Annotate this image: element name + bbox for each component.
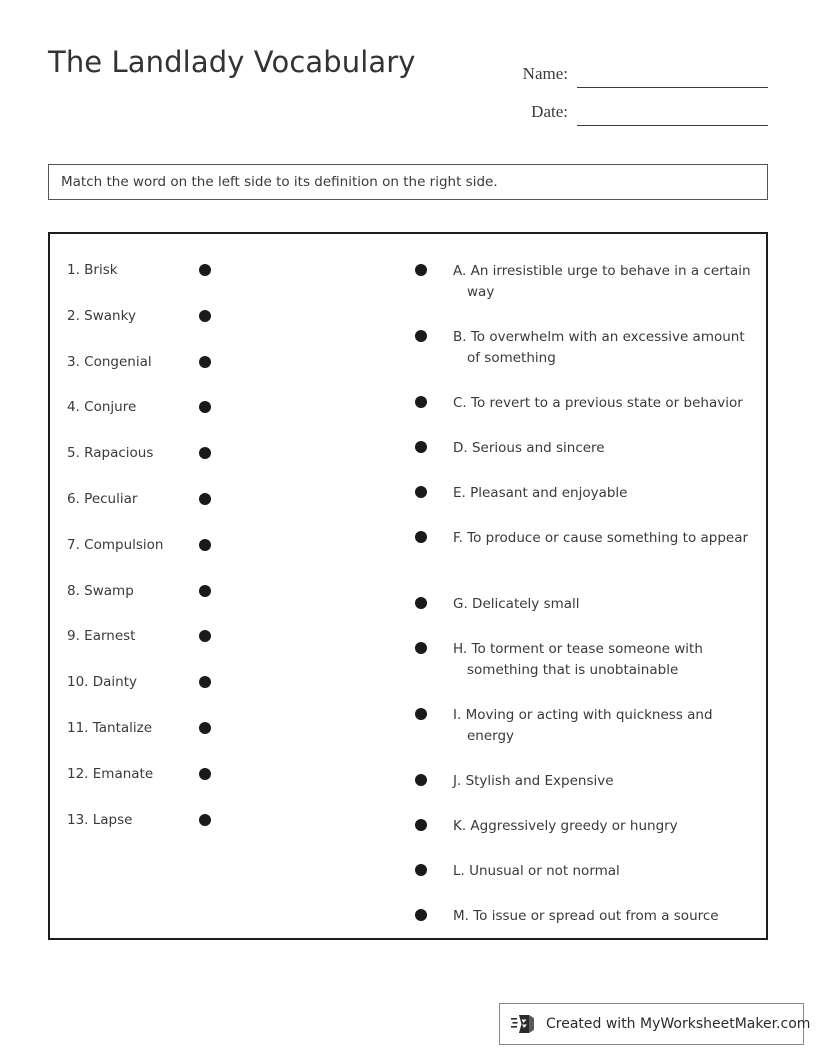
definition-label: A. An irresistible urge to behave in a certain way	[453, 263, 751, 300]
definition-label: J. Stylish and Expensive	[453, 773, 614, 789]
term-connector-dot[interactable]	[199, 539, 211, 551]
term-row	[50, 760, 380, 806]
definition-label: D. Serious and sincere	[453, 440, 605, 456]
term-label: 1. Brisk	[67, 262, 118, 278]
term-row	[50, 577, 380, 623]
definition-connector-dot[interactable]	[415, 597, 427, 609]
definition-row	[400, 589, 768, 634]
term-connector-dot[interactable]	[199, 814, 211, 826]
term-connector-dot[interactable]	[199, 310, 211, 322]
definition-connector-dot[interactable]	[415, 486, 427, 498]
matching-panel	[48, 232, 768, 940]
definition-label: F. To produce or cause something to appear	[453, 530, 749, 546]
definition-label: H. To torment or tease someone with something that is unobtainable	[453, 641, 703, 678]
definition-label: B. To overwhelm with an excessive amount of something	[453, 329, 745, 366]
created-with-badge[interactable]	[499, 1003, 811, 1045]
definition-connector-dot[interactable]	[415, 909, 427, 921]
term-row	[50, 348, 380, 394]
term-label: 7. Compulsion	[67, 536, 164, 553]
term-label: 2. Swanky	[67, 307, 136, 324]
term-label: 8. Swamp	[67, 582, 134, 599]
name-date-block	[516, 50, 768, 126]
worksheet-maker-logo-icon	[511, 1012, 537, 1036]
term-row	[50, 302, 380, 348]
term-row	[50, 439, 380, 485]
definition-row	[400, 256, 768, 322]
term-label: 10. Dainty	[67, 674, 138, 691]
definition-row	[400, 523, 768, 589]
definition-connector-dot[interactable]	[415, 531, 427, 543]
date-row	[516, 88, 768, 126]
definition-connector-dot[interactable]	[415, 264, 427, 276]
term-connector-dot[interactable]	[199, 722, 211, 734]
term-label: 11. Tantalize	[67, 719, 153, 736]
definition-label: E. Pleasant and enjoyable	[453, 485, 628, 501]
definition-label: C. To revert to a previous state or behavior	[453, 395, 743, 411]
term-connector-dot[interactable]	[199, 585, 211, 597]
term-row	[50, 531, 380, 577]
term-row	[50, 806, 380, 852]
definition-row	[400, 901, 768, 946]
date-input[interactable]	[577, 103, 768, 126]
term-connector-dot[interactable]	[199, 401, 211, 413]
term-row	[50, 714, 380, 760]
definition-row	[400, 433, 768, 478]
definition-row	[400, 322, 768, 388]
definition-connector-dot[interactable]	[415, 642, 427, 654]
term-row	[50, 256, 380, 302]
definition-connector-dot[interactable]	[415, 819, 427, 831]
term-label: 12. Emanate	[67, 765, 154, 782]
terms-column	[50, 256, 380, 851]
definition-row	[400, 478, 768, 523]
definition-label: M. To issue or spread out from a source	[453, 908, 719, 924]
definition-row	[400, 634, 768, 700]
definition-label: L. Unusual or not normal	[453, 863, 620, 879]
definition-label: K. Aggressively greedy or hungry	[453, 818, 678, 834]
instruction-box	[48, 164, 768, 200]
date-label: Date:	[531, 102, 568, 121]
definition-connector-dot[interactable]	[415, 396, 427, 408]
definition-row	[400, 700, 768, 766]
term-connector-dot[interactable]	[199, 676, 211, 688]
term-label: 13. Lapse	[67, 811, 133, 828]
page-title: The Landlady Vocabulary	[48, 45, 416, 79]
name-label: Name:	[522, 64, 568, 83]
term-connector-dot[interactable]	[199, 493, 211, 505]
badge-label: Created with MyWorksheetMaker.com	[546, 1016, 811, 1032]
worksheet-header	[48, 42, 768, 122]
name-input[interactable]	[577, 65, 768, 88]
definition-connector-dot[interactable]	[415, 330, 427, 342]
term-row	[50, 393, 380, 439]
term-connector-dot[interactable]	[199, 630, 211, 642]
definition-connector-dot[interactable]	[415, 864, 427, 876]
definition-label: G. Delicately small	[453, 596, 580, 612]
term-connector-dot[interactable]	[199, 356, 211, 368]
term-connector-dot[interactable]	[199, 447, 211, 459]
definition-row	[400, 811, 768, 856]
definition-label: I. Moving or acting with quickness and energy	[453, 707, 713, 744]
definition-connector-dot[interactable]	[415, 708, 427, 720]
definition-connector-dot[interactable]	[415, 774, 427, 786]
term-connector-dot[interactable]	[199, 264, 211, 276]
term-label: 3. Congenial	[67, 353, 152, 370]
term-row	[50, 622, 380, 668]
definitions-column	[400, 256, 768, 946]
term-label: 9. Earnest	[67, 628, 136, 645]
name-row	[516, 50, 768, 88]
term-connector-dot[interactable]	[199, 768, 211, 780]
term-row	[50, 668, 380, 714]
instruction-text: Match the word on the left side to its definition on the right side.	[61, 174, 498, 190]
definition-row	[400, 388, 768, 433]
definition-row	[400, 856, 768, 901]
term-row	[50, 485, 380, 531]
term-label: 4. Conjure	[67, 399, 137, 416]
term-label: 6. Peculiar	[67, 490, 138, 507]
definition-row	[400, 766, 768, 811]
definition-connector-dot[interactable]	[415, 441, 427, 453]
term-label: 5. Rapacious	[67, 445, 154, 462]
